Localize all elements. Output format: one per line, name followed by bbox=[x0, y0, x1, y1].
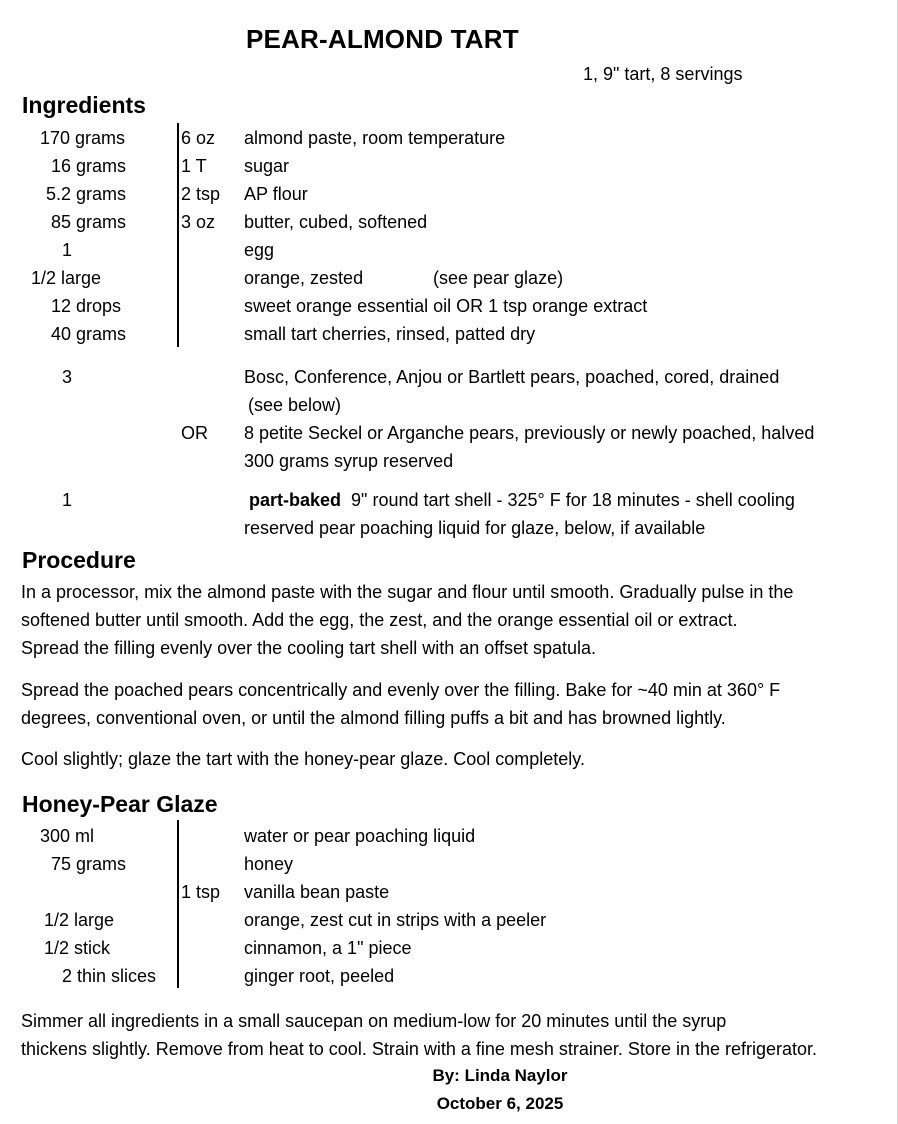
shell-line-1 bbox=[249, 489, 795, 511]
procedure-paragraph-3 bbox=[21, 745, 891, 773]
recipe-yield: 1, 9" tart, 8 servings bbox=[583, 64, 743, 84]
glaze-item: orange, zest cut in strips with a peeler bbox=[244, 910, 547, 930]
ingredient-item: almond paste, room temperature bbox=[244, 128, 506, 148]
glaze-item: ginger root, peeled bbox=[244, 966, 395, 986]
procedure-line: Spread the poached pears concentrically and evenly over the filling. Bake for ~40 min at 360° F bbox=[21, 680, 781, 700]
ingredient-metric: 170 grams bbox=[40, 128, 126, 148]
glaze-instructions bbox=[21, 1007, 891, 1063]
ingredient-metric: 5.2 grams bbox=[46, 184, 127, 204]
ingredient-note: (see pear glaze) bbox=[433, 268, 564, 288]
ingredients-divider bbox=[177, 123, 179, 347]
pears-line-2: (see below) bbox=[248, 395, 342, 415]
ingredient-us: 2 tsp bbox=[181, 184, 221, 204]
procedure-line: softened butter until smooth. Add the egg, the zest, and the orange essential oil or extract. bbox=[21, 610, 738, 630]
shell-line-2: reserved pear poaching liquid for glaze, below, if available bbox=[244, 518, 706, 538]
ingredient-item: sweet orange essential oil OR 1 tsp orange extract bbox=[244, 296, 648, 316]
glaze-item: water or pear poaching liquid bbox=[244, 826, 476, 846]
ingredient-us: 1 T bbox=[181, 156, 207, 176]
ingredient-metric: 1/2 large bbox=[31, 268, 102, 288]
glaze-metric: 1/2 large bbox=[44, 910, 115, 930]
glaze-item: cinnamon, a 1" piece bbox=[244, 938, 412, 958]
pears-line-1: Bosc, Conference, Anjou or Bartlett pears, poached, cored, drained bbox=[244, 367, 780, 387]
pears-alt-line-2: 300 grams syrup reserved bbox=[244, 451, 454, 471]
procedure-paragraph-1 bbox=[21, 578, 891, 662]
ingredient-item: sugar bbox=[244, 156, 290, 176]
pears-qty: 3 bbox=[62, 367, 73, 387]
procedure-line: In a processor, mix the almond paste with the sugar and flour until smooth. Gradually pulse in the bbox=[21, 582, 794, 602]
glaze-metric: 2 thin slices bbox=[62, 966, 157, 986]
pears-or-label: OR bbox=[181, 423, 208, 443]
ingredient-metric: 1 bbox=[62, 240, 73, 260]
glaze-metric: 1/2 stick bbox=[44, 938, 111, 958]
glaze-item: honey bbox=[244, 854, 294, 874]
glaze-us: 1 tsp bbox=[181, 882, 221, 902]
procedure-line: Spread the filling evenly over the cooling tart shell with an offset spatula. bbox=[21, 638, 597, 658]
ingredient-us: 3 oz bbox=[181, 212, 216, 232]
procedure-heading: Procedure bbox=[22, 547, 136, 573]
ingredient-item: butter, cubed, softened bbox=[244, 212, 428, 232]
procedure-paragraph-2 bbox=[21, 676, 891, 732]
ingredient-item: orange, zested bbox=[244, 268, 364, 288]
glaze-divider bbox=[177, 820, 179, 988]
procedure-line: degrees, conventional oven, or until the almond filling puffs a bit and has browned lightly. bbox=[21, 708, 726, 728]
glaze-instruction-line: thickens slightly. Remove from heat to cool. Strain with a fine mesh strainer. Store in the refrigerator. bbox=[21, 1039, 818, 1059]
glaze-metric: 300 ml bbox=[40, 826, 95, 846]
recipe-title: PEAR-ALMOND TART bbox=[246, 24, 519, 54]
ingredients-heading: Ingredients bbox=[22, 92, 146, 118]
procedure-line: Cool slightly; glaze the tart with the honey-pear glaze. Cool completely. bbox=[21, 749, 585, 769]
glaze-instruction-line: Simmer all ingredients in a small saucepan on medium-low for 20 minutes until the syrup bbox=[21, 1011, 727, 1031]
date-line: October 6, 2025 bbox=[436, 1094, 564, 1113]
glaze-heading: Honey-Pear Glaze bbox=[22, 791, 218, 817]
ingredient-item: small tart cherries, rinsed, patted dry bbox=[244, 324, 536, 344]
ingredient-item: egg bbox=[244, 240, 275, 260]
glaze-item: vanilla bean paste bbox=[244, 882, 390, 902]
ingredient-metric: 40 grams bbox=[51, 324, 127, 344]
ingredient-metric: 85 grams bbox=[51, 212, 127, 232]
author-line: By: Linda Naylor bbox=[432, 1066, 568, 1085]
shell-qty: 1 bbox=[62, 490, 73, 510]
glaze-metric: 75 grams bbox=[51, 854, 127, 874]
ingredient-item: AP flour bbox=[244, 184, 308, 204]
ingredient-us: 6 oz bbox=[181, 128, 216, 148]
shell-bold-part: part-baked bbox=[249, 490, 342, 510]
ingredient-metric: 12 drops bbox=[51, 296, 122, 316]
shell-rest: 9" round tart shell - 325° F for 18 minutes - shell cooling bbox=[351, 490, 795, 510]
ingredient-metric: 16 grams bbox=[51, 156, 127, 176]
pears-alt-line-1: 8 petite Seckel or Arganche pears, previously or newly poached, halved bbox=[244, 423, 815, 443]
